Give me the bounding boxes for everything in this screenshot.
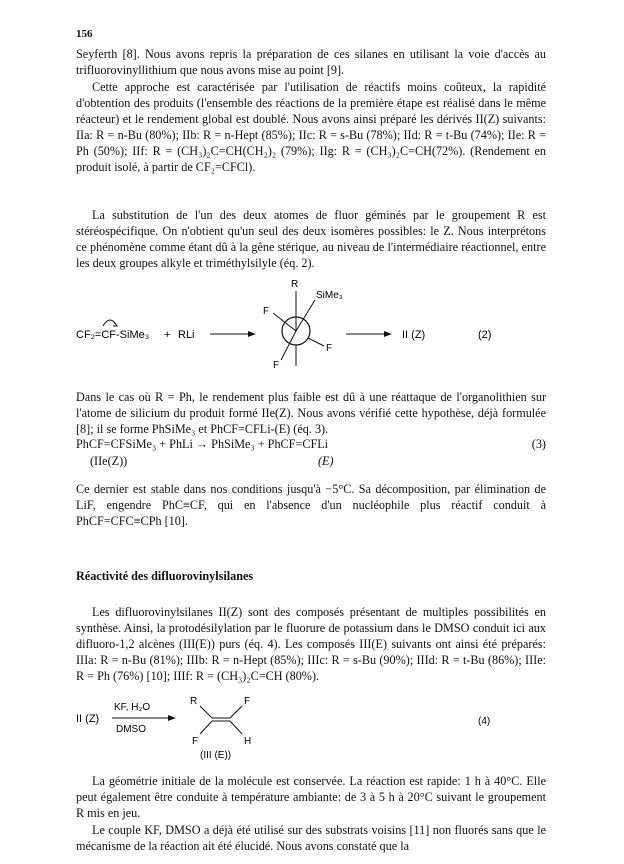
paragraph-decomposition: Ce dernier est stable dans nos conditions jusqu'à −5°C. Sa décomposition, par élimination de LiF, engendre PhC≡CF, qui en l'absence d'un nucléophile plus réactif conduit à PhCF=CFC≡CPh [10]. xyxy=(76,482,546,529)
eq4-substituent-f-bottom: F xyxy=(192,736,199,747)
eq4-substituent-r: R xyxy=(190,696,198,707)
eq2-reactant-rli: RLi xyxy=(178,329,195,341)
eq2-product: II (Z) xyxy=(402,329,426,341)
eq3-label-left: (IIe(Z)) xyxy=(90,454,128,468)
eq4-product-label: (III (E)) xyxy=(200,750,232,760)
eq2-reactant-cf2cf: CF₂=CF-SiMe₃ xyxy=(76,329,150,341)
eq2-substituent-sime3: SiMe₃ xyxy=(316,290,343,301)
paragraph-intro: Seyferth [8]. Nous avons repris la préparation de ces silanes en utilisant la voie d'accès au trifluorovinyllithium que nous avons mise au point [9]. xyxy=(76,47,546,78)
eq3-label-right: (E) xyxy=(318,454,334,468)
paragraph-geometry: La géométrie initiale de la molécule est conservée. La réaction est rapide: 1 h à 40°C. Elle peut également être conduite à température ambiante: de 3 à 5 h à 20°C suivant le groupement R mis en jeu. xyxy=(76,774,546,821)
eq2-substituent-r: R xyxy=(291,279,299,290)
eq3-text: PhCF=CFSiMe₃ + PhLi → PhSiMe₃ + PhCF=CFLi xyxy=(76,437,329,451)
eq3-number: (3) xyxy=(531,437,546,451)
eq2-substituent-f-left: F xyxy=(263,306,270,317)
eq2-substituent-f-bottom: F xyxy=(273,360,280,371)
eq4-reagent-top: KF, H₂O xyxy=(114,702,151,713)
page-number: 156 xyxy=(76,28,93,40)
equation-3 xyxy=(76,437,546,452)
paragraph-phenyl-case: Dans le cas où R = Ph, le rendement plus faible est dû à une réattaque de l'organolithien sur l'atome de silicium du produit formé IIe(Z). Nous avons vérifié cette hypothèse, déjà formulée [8]; il se forme PhSiMe₃ et PhCF=CFLi-(E) (éq. 3). xyxy=(76,390,546,437)
paragraph-reactivity: Les difluorovinylsilanes II(Z) sont des composés présentant de multiples possibilités en synthèse. Ainsi, la protodésilylation par le fluorure de potassium dans le DMSO conduit ici aux difluoro-1,2 alcènes (III(E)) purs (éq. 4). Les composés III(E) suivants ont ainsi été préparés: IIIa: R = n-Bu (81%); IIIb: R = n-Hept (85%); IIIc: R = s-Bu (90%); IIId: R = t-Bu (86%); IIIe: R = Ph (76%) [10]; IIIf: R = (CH₃)₂C=CH (80%). xyxy=(76,605,546,684)
eq4-reagent-bottom: DMSO xyxy=(116,724,146,735)
eq2-substituent-f-right: F xyxy=(326,343,333,354)
paragraph-approach: Cette approche est caractérisée par l'utilisation de réactifs moins coûteux, la rapidité d'obtention des produits (l'ensemble des réactions de la première étape est réalisé dans le même réacteur) et le rendement global est doublé. Nous avons ainsi préparé les dérivés II(Z) suivants: IIa: R = n-Bu (80%); IIb: R = n-Hept (85%); IIc: R = s-Bu (78%); IId: R = t-Bu (74%); IIe: R = Ph (50%); IIf: R = (CH₃)₂C=CH(CH₂)₂ (79%); IIg: R = (CH₃)₂C=CH(72%). (Rendement en produit isolé, à partir de CF₂=CFCl). xyxy=(76,80,546,175)
paragraph-kf-dmso: Le couple KF, DMSO a déjà été utilisé sur des substrats voisins [11] non fluorés sans que le mécanisme de la réaction ait été élucidé. Nous avons constaté que la xyxy=(76,823,546,854)
eq4-substituent-h: H xyxy=(244,736,252,747)
eq2-number: (2) xyxy=(478,329,492,341)
paragraph-substitution: La substitution de l'un des deux atomes de fluor géminés par le groupement R est stéréospécifique. On n'obtient qu'un seul des deux isomères possibles: le Z. Nous interprétons ce phénomène comme étant dû à la gêne stérique, au niveau de l'intermédiaire réactionnel, entre les deux groupes alkyle et triméthylsilyle (éq. 2). xyxy=(76,208,546,271)
eq2-plus: + xyxy=(164,329,171,341)
section-heading: Réactivité des difluorovinylsilanes xyxy=(76,569,254,583)
equation-4 xyxy=(70,690,550,760)
eq4-reactant: II (Z) xyxy=(76,713,100,725)
eq4-number: (4) xyxy=(478,716,491,727)
eq4-substituent-f-top: F xyxy=(244,696,251,707)
equation-2 xyxy=(70,276,550,384)
